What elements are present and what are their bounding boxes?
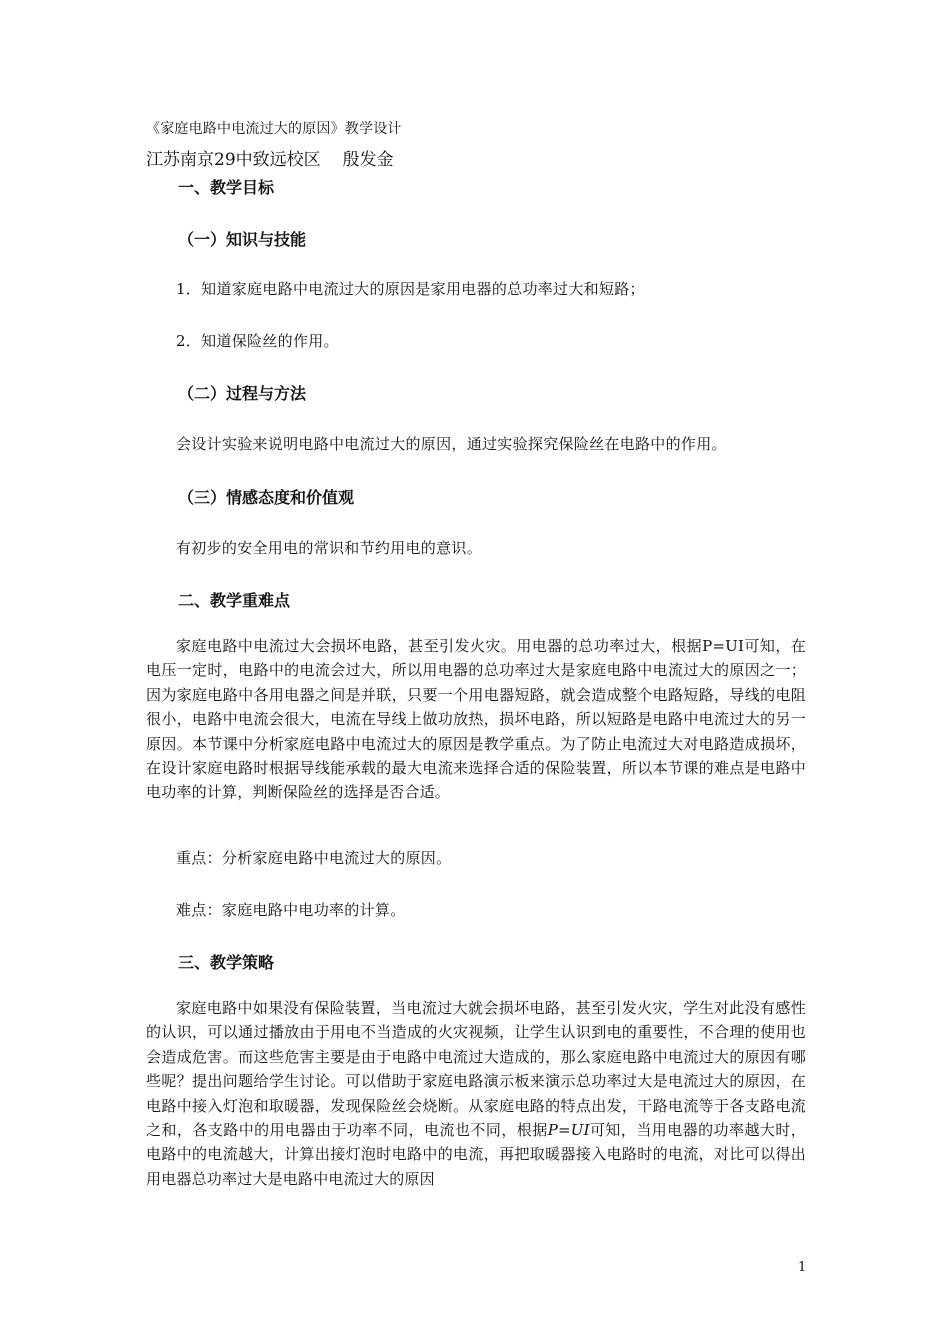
difficulty-text: 难点：家庭电路中电功率的计算。 xyxy=(176,901,406,919)
document-title: 《家庭电路中电流过大的原因》教学设计 xyxy=(146,121,402,137)
author-line xyxy=(146,145,394,170)
power-formula: P=UI xyxy=(547,1121,590,1140)
strategy-text-a: 家庭电路中如果没有保险装置，当电流过大就会损坏电路，甚至引发火灾，学生对此没有感性的认识，可以通过播放由于用电不当造成的火灾视频，让学生认识到电的重要性，不合理的使用也会造成危害。而这些危害主要是由于电路中电流过大造成的，那么家庭电路中电流过大的原因有哪些呢？提出问题给学生讨论。可以借助于家庭电路演示板来演示总功率过大是电流过大的原因，在电路中接入灯泡和取暖器，发现保险丝会烧断。从家庭电路的特点出发，干路电流等于各支路电流之和，各支路中的用电器由于功率不同，电流也不同，根据 xyxy=(146,999,806,1140)
subheading-attitude: （三）情感态度和价值观 xyxy=(178,488,355,507)
section-heading-strategy: 三、教学策略 xyxy=(178,953,275,972)
objective-item-2: 2．知道保险丝的作用。 xyxy=(176,332,339,350)
key-points-paragraph: 家庭电路中电流过大会损坏电路，甚至引发火灾。用电器的总功率过大，根据P=UI可知，在电压一定时，电路中的电流会过大，所以用电器的总功率过大是家庭电路中电流过大的原因之一；因为家庭电路中各用电器之间是并联，只要一个用电器短路，就会造成整个电路短路，导线的电阻很小，电路中电流会很大，电流在导线上做功放热，损坏电路，所以短路是电路中电流过大的另一原因。本节课中分析家庭电路中电流过大的原因是教学重点。为了防止电流过大对电路造成损坏，在设计家庭电路时根据导线能承载的最大电流来选择合适的保险装置，所以本节课的难点是电路中电功率的计算，判断保险丝的选择是否合适。 xyxy=(146,637,806,802)
objective-item-1: 1．知道家庭电路中电流过大的原因是家用电器的总功率过大和短路； xyxy=(176,280,645,298)
section-heading-objectives: 一、教学目标 xyxy=(178,178,275,197)
subheading-knowledge: （一）知识与技能 xyxy=(178,230,307,249)
process-text: 会设计实验来说明电路中电流过大的原因，通过实验探究保险丝在电路中的作用。 xyxy=(176,435,727,453)
strategy-text-b: 可知，当用电器的功率越大时，电路中的电流越大，计算出接灯泡时电路中的电流，再把取暖器接入电路时的电流，对比可以得出用电器总功率过大是电路中电流过大的原因 xyxy=(146,1121,807,1188)
strategy-paragraph xyxy=(146,996,806,1191)
author-school: 江苏南京29中致远校区 xyxy=(146,150,321,170)
page-number: 1 xyxy=(798,1260,807,1275)
section-heading-key-points: 二、教学重难点 xyxy=(178,591,291,610)
author-name: 殷发金 xyxy=(342,150,394,170)
subheading-process: （二）过程与方法 xyxy=(178,384,307,403)
attitude-text: 有初步的安全用电的常识和节约用电的意识。 xyxy=(176,539,483,557)
key-point-text: 重点：分析家庭电路中电流过大的原因。 xyxy=(176,849,452,867)
